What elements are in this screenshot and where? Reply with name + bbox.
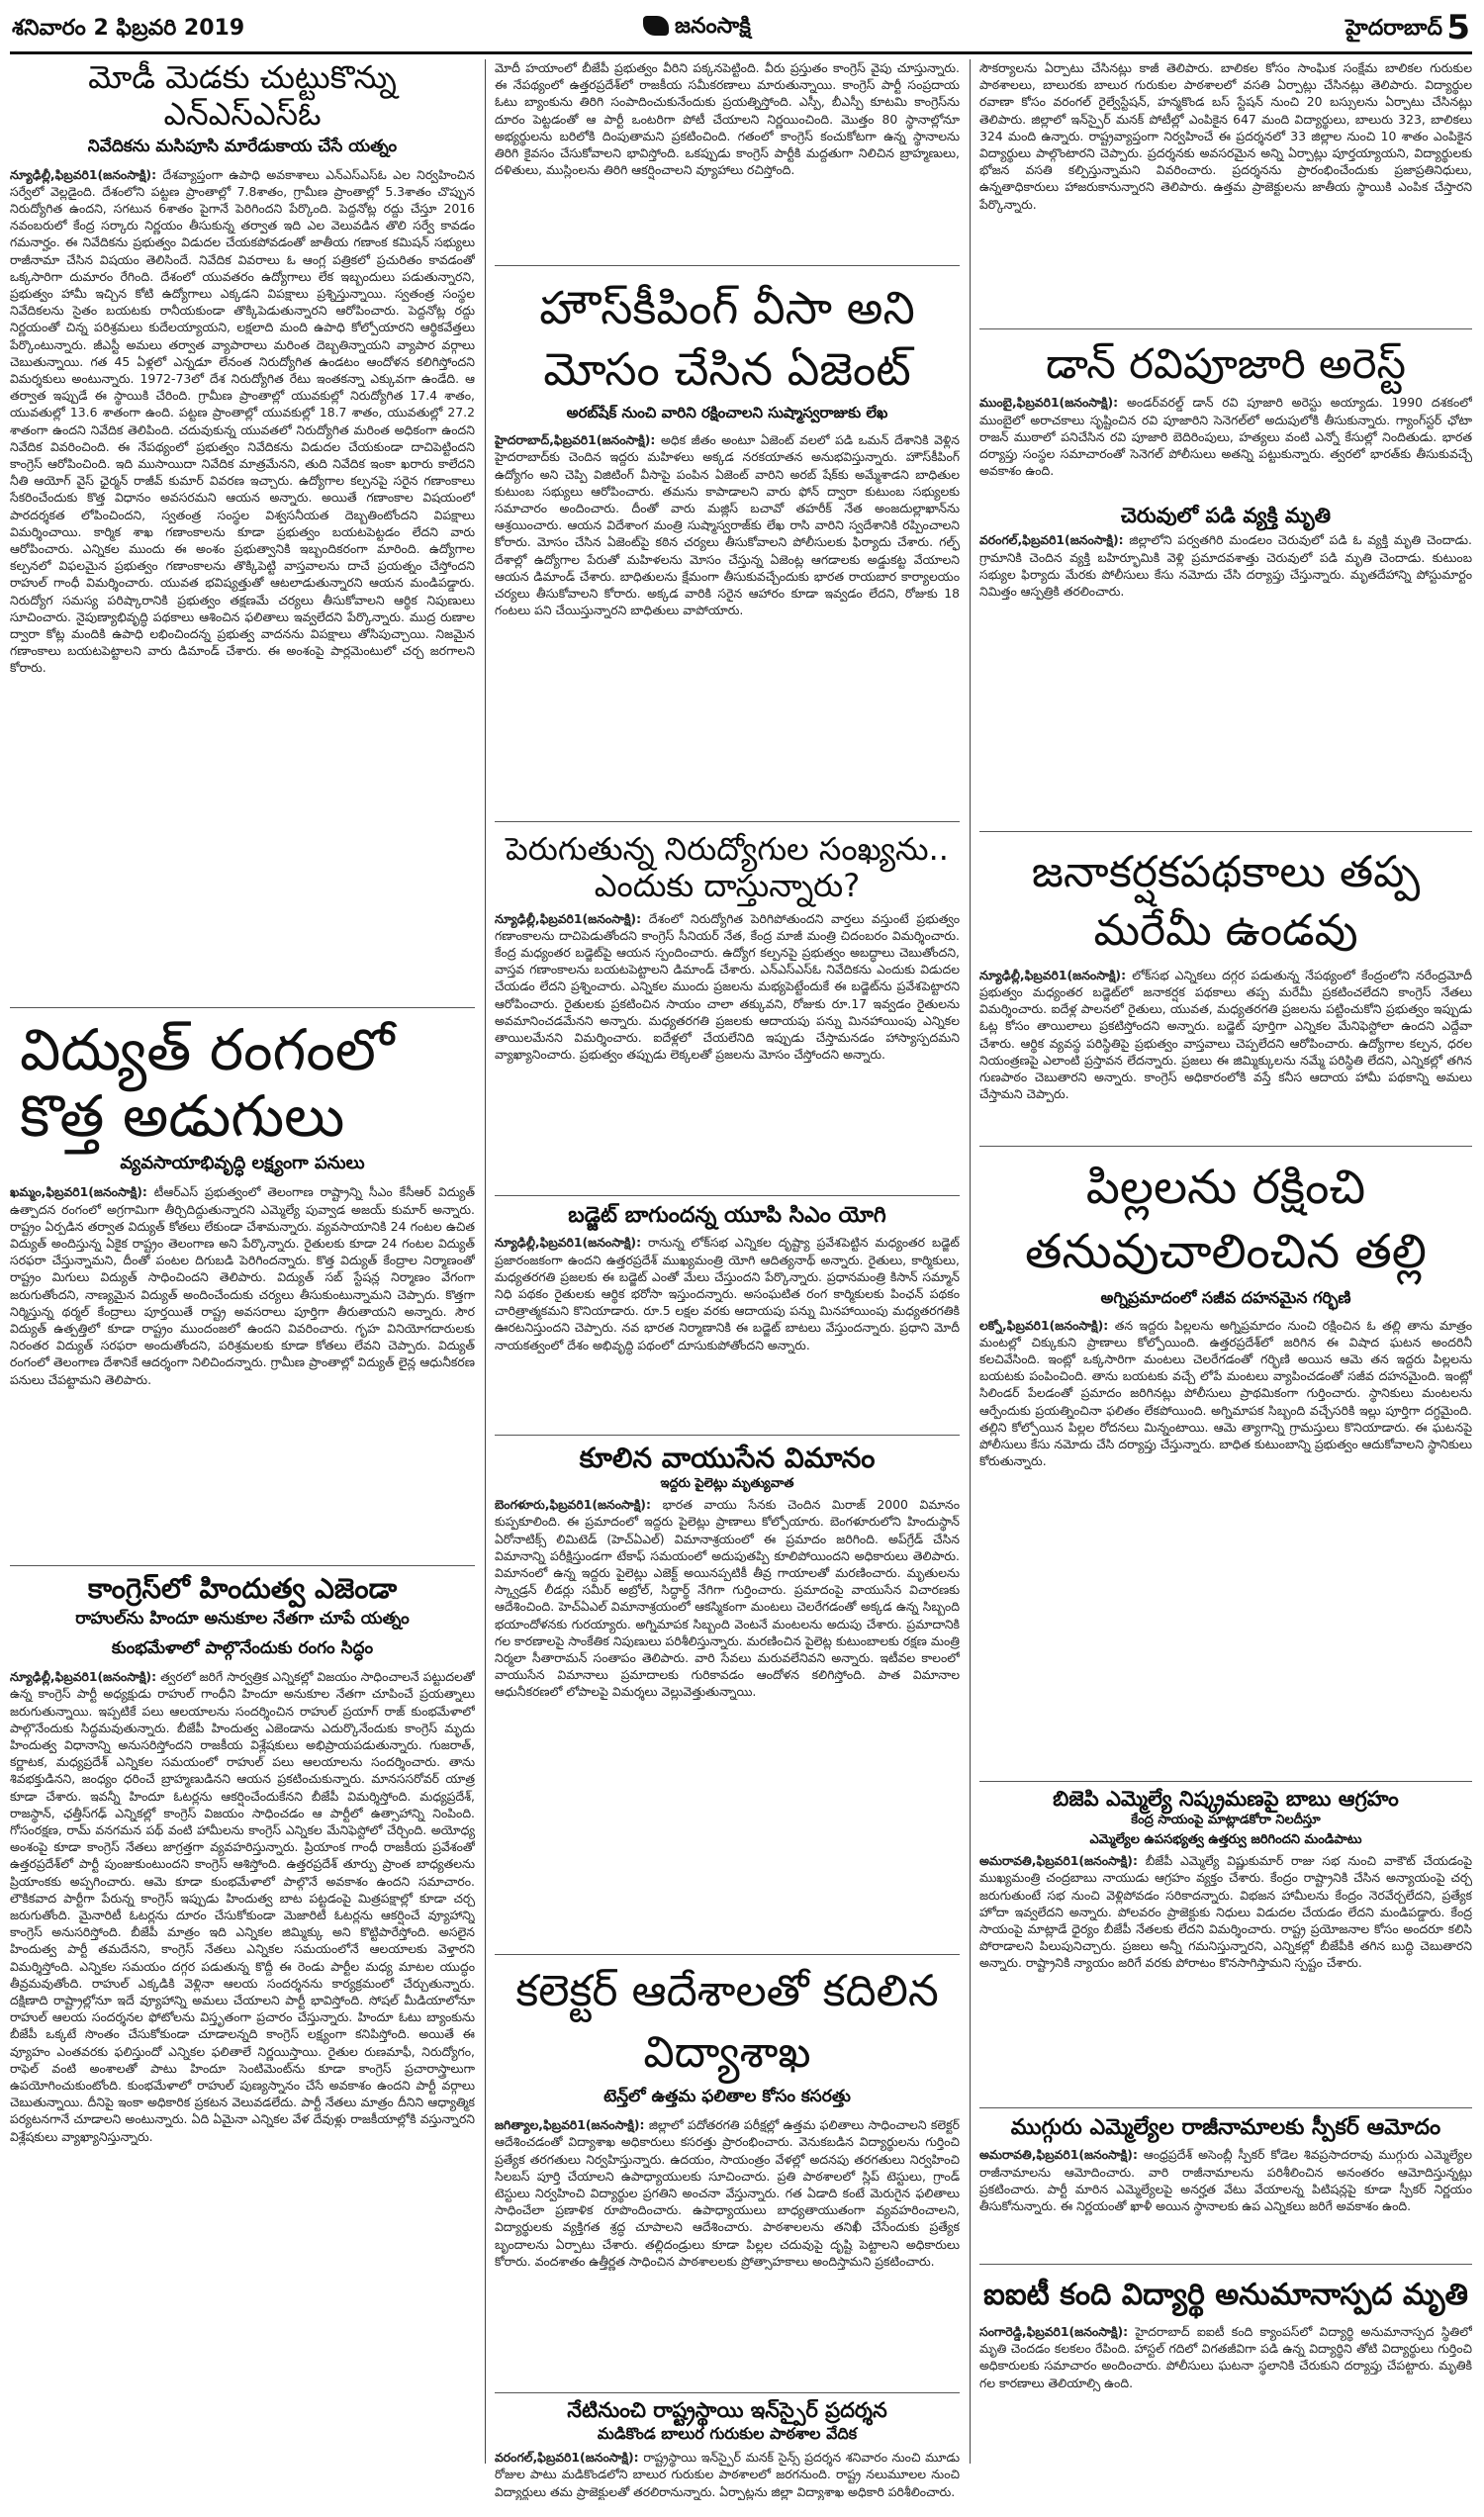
article-body: జగిత్యాల,ఫిబ్రవరి1(జనంసాక్షి): జిల్లాలో పదోతరగతి పరీక్షల్లో ఉత్తమ ఫలితాలు సాధించాలని కలెక్టర్ ఆదేశించడంతో విద్యాశాఖ అధికారులు కసరత్తు ప్రారంభించారు. వెనుకబడిన విద్యార్థులను గుర్తించి ప్రత్యేక తరగతులు నిర్వహిస్తున్నారు. ఉదయం, సాయంత్రం వేళల్లో అదనపు తరగతులు నిర్వహించి సిలబస్ పూర్తి చేయాలని ఉపాధ్యాయులకు సూచించారు. ప్రతి పాఠశాలలో స్లిప్ టెస్టులు, గ్రాండ్ టెస్టులు నిర్వహించి విద్యార్థుల ప్రగతిని అంచనా వేస్తున్నారు. గత ఏడాది కంటే మెరుగైన ఫలితాలు సాధించేలా ప్రణాళిక రూపొందించారు. ఉపాధ్యాయులు బాధ్యతాయుతంగా వ్యవహరించాలని, విద్యార్థులకు వ్యక్తిగత శ్రద్ధ చూపాలని ఆదేశించారు. పాఠశాలలను తనిఖీ చేసేందుకు ప్రత్యేక బృందాలను ఏర్పాటు చేశారు. తల్లిదండ్రులు కూడా పిల్లల చదువుపై దృష్టి పెట్టాలని అధికారులు కోరారు. వందశాతం ఉత్తీర్ణత సాధించిన పాఠశాలలకు ప్రోత్సాహకాలు అందిస్తామని ప్రకటించారు. [495,2117,960,2269]
article-body: న్యూఢిల్లీ,ఫిబ్రవరి1(జనంసాక్షి): త్వరలో జరిగే సార్వత్రిక ఎన్నికల్లో విజయం సాధించాలనే పట్టుదలతో ఉన్న కాంగ్రెస్ పార్టీ అధ్యక్షుడు రాహుల్ గాంధీని హిందూ అనుకూల నేతగా చూపించే ప్రయత్నాలు జరుగుతున్నాయి. ఇప్పటికే పలు ఆలయాలను సందర్శించిన రాహుల్ ప్రయాగ్ రాజ్ కుంభమేళాలో పాల్గొనేందుకు సిద్ధమవుతున్నారు. బీజేపీ హిందుత్వ ఎజెండాను ఎదుర్కొనేందుకు కాంగ్రెస్ మృదు హిందుత్వ విధానాన్ని అనుసరిస్తోందని రాజకీయ విశ్లేషకులు అభిప్రాయపడుతున్నారు. గుజరాత్, కర్ణాటక, మధ్యప్రదేశ్ ఎన్నికల సమయంలో రాహుల్ పలు ఆలయాలను సందర్శించారు. తాను శివభక్తుడినని, జంధ్యం ధరించే బ్రాహ్మణుడినని ఆయన ప్రకటించుకున్నారు. మానససరోవర్ యాత్ర కూడా చేశారు. ఇవన్నీ హిందూ ఓటర్లను ఆకర్షించేందుకేనని బీజేపీ విమర్శిస్తోంది. మధ్యప్రదేశ్, రాజస్థాన్, ఛత్తీస్‌గఢ్ ఎన్నికల్లో కాంగ్రెస్ విజయం సాధించడం ఆ పార్టీలో ఉత్సాహాన్ని నింపింది. గోసంరక్షణ, రామ్ వనగమన పథ్ వంటి హామీలను కాంగ్రెస్ ఎన్నికల మేనిఫెస్టోలో చేర్చింది. అయోధ్య అంశంపై కూడా కాంగ్రెస్ నేతలు జాగ్రత్తగా వ్యవహరిస్తున్నారు. ప్రియాంక గాంధీ రాజకీయ ప్రవేశంతో ఉత్తరప్రదేశ్‌లో పార్టీ పుంజుకుంటుందని కాంగ్రెస్ ఆశిస్తోంది. ఉత్తరప్రదేశ్ తూర్పు ప్రాంత బాధ్యతలను ప్రియాంకకు అప్పగించారు. ఆమె కూడా కుంభమేళాలో పాల్గొనే అవకాశం ఉందని సమాచారం. లౌకికవాద పార్టీగా పేరున్న కాంగ్రెస్ ఇప్పుడు హిందుత్వ బాట పట్టడంపై మిత్రపక్షాల్లో కూడా చర్చ జరుగుతోంది. మైనారిటీ ఓటర్లను దూరం చేసుకోకుండా మెజారిటీ ఓటర్లను ఆకర్షించే వ్యూహాన్ని కాంగ్రెస్ అనుసరిస్తోంది. బీజేపీ మాత్రం ఇది ఎన్నికల జిమ్మిక్కు అని కొట్టిపారేస్తోంది. అసలైన హిందుత్వ పార్టీ తమదేనని, కాంగ్రెస్ నేతలు ఎన్నికల సమయంలోనే ఆలయాలకు వెళ్తారని విమర్శిస్తోంది. ఎన్నికల సమయం దగ్గర పడుతున్న కొద్దీ ఈ రెండు పార్టీల మధ్య మాటల యుద్ధం తీవ్రమవుతోంది. రాహుల్ ఎక్కడికి వెళ్లినా ఆలయ సందర్శనను కార్యక్రమంలో చేర్చుతున్నారు. దక్షిణాది రాష్ట్రాల్లోనూ ఇదే వ్యూహాన్ని అమలు చేయాలని పార్టీ భావిస్తోంది. సోషల్ మీడియాలోనూ రాహుల్ ఆలయ సందర్శనల ఫోటోలను విస్తృతంగా ప్రచారం చేస్తున్నారు. హిందూ ఓటు బ్యాంకును బీజేపీ ఒక్కటే సొంతం చేసుకోకుండా చూడాలన్నది కాంగ్రెస్ లక్ష్యంగా కనిపిస్తోంది. అయితే ఈ వ్యూహం ఎంతవరకు ఫలిస్తుందో ఎన్నికల ఫలితాలే నిర్ణయిస్తాయి. రైతుల రుణమాఫీ, నిరుద్యోగం, రాఫెల్ వంటి అంశాలతో పాటు హిందూ సెంటిమెంట్‌ను కూడా కాంగ్రెస్ ప్రచారాస్త్రాలుగా ఉపయోగించుకుంటోంది. కుంభమేళాలో రాహుల్ పుణ్యస్నానం చేసే అవకాశం ఉందని పార్టీ వర్గాలు చెబుతున్నాయి. దీనిపై ఇంకా అధికారిక ప్రకటన వెలువడలేదు. పార్టీ నేతలు మాత్రం దీనిని ఆధ్యాత్మిక పర్యటనగానే చూడాలని అంటున్నారు. ఏది ఏమైనా ఎన్నికల వేళ దేవుళ్లు రాజకీయాల్లోకి వస్తున్నారని విశ్లేషకులు వ్యాఖ్యానిస్తున్నారు. [10,1669,475,2144]
article-subhead: నివేదికను మసిపూసి మారేడుకాయ చేసే యత్నం [87,136,398,156]
article-body: వరంగల్,ఫిబ్రవరి1(జనంసాక్షి): రాష్ట్రస్థాయి ఇన్‌స్పైర్ మనక్ సైన్స్ ప్రదర్శన శనివారం నుంచి మూడు రోజుల పాటు మడికొండలోని బాలుర గురుకుల పాఠశాలలో జరగనుంది. రాష్ట్ర నలుమూలల నుంచి విద్యార్థులు తమ ప్రాజెక్టులతో తరలిరానున్నారు. ఏర్పాట్లను జిల్లా విద్యాశాఖ అధికారి పరిశీలించారు. [495,2450,960,2499]
page-number: 5 [1446,8,1470,47]
article-power-sector [10,1017,475,1561]
article-subhead: అగ్నిప్రమాదంలో సజీవ దహనమైన గర్భిణి [1100,1287,1351,1307]
newspaper-logo [643,14,751,44]
article-yogi-budget [495,1203,960,1429]
article-iit-student [979,2272,1472,2517]
article-subhead: ఎమ్మెల్యేల ఉపసభ్యత్వ ఉత్తర్వు జరిగిందని మండిపాటు [1089,1832,1362,1848]
divider [495,1954,960,1955]
article-body: ఖమ్మం,ఫిబ్రవరి1(జనంసాక్షి): టీఆర్ఎస్ ప్రభుత్వంలో తెలంగాణ రాష్ట్రాన్ని సీఎం కేసీఆర్ విద్యుత్ ఉత్పాదన రంగంలో అగ్రగామిగా తీర్చిదిద్దుతున్నారని ఎమ్మెల్యే పువ్వాడ అజయ్ కుమార్ అన్నారు. రాష్ట్రం ఏర్పడిన తర్వాత విద్యుత్ కోతలు లేకుండా చేశామన్నారు. వ్యవసాయానికి 24 గంటల ఉచిత విద్యుత్ అందిస్తున్న ఏకైక రాష్ట్రం తెలంగాణ అని పేర్కొన్నారు. రైతులకు కూడా 24 గంటల విద్యుత్ సరఫరా చేస్తున్నామని, దీంతో పంటల దిగుబడి పెరిగిందన్నారు. కొత్త విద్యుత్ కేంద్రాల నిర్మాణంతో రాష్ట్రం మిగులు విద్యుత్ సాధించిందని తెలిపారు. విద్యుత్ సబ్ స్టేషన్ల నిర్మాణం వేగంగా జరుగుతోందని, నాణ్యమైన విద్యుత్ అందించేందుకు చర్యలు తీసుకుంటున్నామని చెప్పారు. కొత్తగా నిర్మిస్తున్న థర్మల్ కేంద్రాలు పూర్తయితే రాష్ట్ర అవసరాలు పూర్తిగా తీరుతాయని అన్నారు. సౌర విద్యుత్ ఉత్పత్తిలో కూడా రాష్ట్రం ముందంజలో ఉందని వివరించారు. గృహ వినియోగదారులకు నిరంతర విద్యుత్ సరఫరా అందుతోందని, పరిశ్రమలకు కూడా కోతలు లేవని చెప్పారు. విద్యుత్ రంగంలో తెలంగాణ దేశానికే ఆదర్శంగా నిలిచిందన్నారు. గ్రామీణ ప్రాంతాల్లో విద్యుత్ లైన్ల ఆధునీకరణ పనులు చేపట్టామని తెలిపారు. [10,1184,475,1387]
article-continued [495,59,960,257]
divider [10,1565,475,1566]
article-collector-education [495,1961,960,2396]
divider [495,265,960,266]
article-subhead: ఇద్దరు పైలెట్లు మృత్యువాత [660,1476,794,1492]
article-headline: బిజెపి ఎమ్మెల్యే నిష్క్రమణపై బాబు ఆగ్రహం [1053,1787,1399,1811]
article-subhead: రాహుల్‌ను హిందూ అనుకూల నేతగా చూపే యత్నం [75,1609,410,1630]
article-body: న్యూఢిల్లీ,ఫిబ్రవరి1(జనంసాక్షి): రానున్న లోక్‌సభ ఎన్నికల దృష్ట్యా ప్రవేశపెట్టిన మధ్యంతర బడ్జెట్ ప్రజారంజకంగా ఉందని ఉత్తరప్రదేశ్ ముఖ్యమంత్రి యోగి ఆదిత్యనాథ్ అన్నారు. రైతులు, కార్మికులు, మధ్యతరగతి ప్రజలకు ఈ బడ్జెట్ ఎంతో మేలు చేస్తుందని పేర్కొన్నారు. ప్రధానమంత్రి కిసాన్ సమ్మాన్ నిధి పథకం రైతులకు ఆర్థిక భరోసా ఇస్తుందన్నారు. అసంఘటిత రంగ కార్మికులకు పింఛన్ పథకం చారిత్రాత్మకమని కొనియాడారు. రూ.5 లక్షల వరకు ఆదాయపు పన్ను మినహాయింపు మధ్యతరగతికి ఊరటనిస్తుందని చెప్పారు. నవ భారత నిర్మాణానికి ఈ బడ్జెట్ బాటలు వేస్తుందన్నారు. ప్రధాని మోదీ నాయకత్వంలో దేశం అభివృద్ధి పథంలో దూసుకుపోతోందని అన్నారు. [495,1235,960,1352]
divider [10,1007,475,1008]
column-divider [485,59,486,2464]
article-headline: పెరుగుతున్న నిరుద్యోగుల సంఖ్యను.. [506,830,949,868]
article-body: బెంగళూరు,ఫిబ్రవరి1(జనంసాక్షి): భారత వాయు సేనకు చెందిన మిరాజ్ 2000 విమానం కుప్పకూలింది. ఈ ప్రమాదంలో ఇద్దరు పైలెట్లు ప్రాణాలు కోల్పోయారు. బెంగళూరులోని హిందుస్థాన్ ఏరోనాటిక్స్ లిమిటెడ్ (హెచ్ఏఎల్) విమానాశ్రయంలో ఈ ప్రమాదం జరిగింది. అప్‌గ్రేడ్ చేసిన విమానాన్ని పరీక్షిస్తుండగా టేకాఫ్ సమయంలో అదుపుతప్పి కూలిపోయిందని అధికారులు తెలిపారు. విమానంలో ఉన్న ఇద్దరు పైలెట్లు ఎజెక్ట్ అయినప్పటికీ తీవ్ర గాయాలతో మరణించారు. మృతులను స్క్వాడ్రన్ లీడర్లు సమీర్ అబ్రోల్, సిద్ధార్థ్ నేగిగా గుర్తించారు. ప్రమాదంపై వాయుసేన విచారణకు ఆదేశించింది. హెచ్ఏఎల్ విమానాశ్రయంలో ఆకస్మికంగా మంటలు చెలరేగడంతో అక్కడ ఉన్న సిబ్బంది భయాందోళనకు గురయ్యారు. అగ్నిమాపక సిబ్బంది వెంటనే మంటలను అదుపు చేశారు. ప్రమాదానికి గల కారణాలపై సాంకేతిక నిపుణులు పరిశీలిస్తున్నారు. మరణించిన పైలెట్ల కుటుంబాలకు రక్షణ మంత్రి నిర్మలా సీతారామన్ సంతాపం తెలిపారు. వారి సేవలు మరువలేనివని అన్నారు. ఇటీవల కాలంలో వాయుసేన విమానాలు ప్రమాదాలకు గురికావడం ఆందోళన కలిగిస్తోంది. పాత విమానాల ఆధునీకరణలో లోపాలపై విమర్శలు వెల్లువెత్తుతున్నాయి. [495,1497,960,1700]
article-body: మోదీ హయాంలో బీజేపీ ప్రభుత్వం వీరిని పక్కనపెట్టింది. వీరు ప్రస్తుతం కాంగ్రెస్ వైపు చూస్తున్నారు. ఈ నేపథ్యంలో ఉత్తరప్రదేశ్‌లో రాజకీయ సమీకరణాలు మారుతున్నాయి. కాంగ్రెస్ పార్టీ సంప్రదాయ ఓటు బ్యాంకును తిరిగి సంపాదించుకునేందుకు ప్రయత్నిస్తోంది. ఎస్పీ, బీఎస్పీ కూటమి కాంగ్రెస్‌ను దూరం పెట్టడంతో ఆ పార్టీ ఒంటరిగా పోటీ చేయాలని నిర్ణయించింది. మొత్తం 80 స్థానాల్లోనూ అభ్యర్థులను బరిలోకి దింపుతామని ప్రకటించింది. గతంలో కాంగ్రెస్ కంచుకోటగా ఉన్న స్థానాలను తిరిగి కైవసం చేసుకోవాలని భావిస్తోంది. ఒకప్పుడు కాంగ్రెస్ పార్టీకి మద్దతుగా నిలిచిన బ్రాహ్మణులు, దళితులు, ముస్లింలను తిరిగి ఆకర్షించాలని వ్యూహాలు రచిస్తోంది. [495,60,960,178]
article-headline: హౌస్‌కీపింగ్ వీసా అని మోసం చేసిన ఏజెంట్ [539,281,915,397]
article-subhead: అరబ్‌షేక్ నుంచి వారిని రక్షించాలని సుష్మాస్వరాజుకు లేఖ [566,404,888,422]
article-subhead: టెన్త్‌లో ఉత్తమ ఫలితాల కోసం కసరత్తు [603,2087,851,2107]
article-populist-schemes [979,843,1472,1140]
article-subhead: మడికొండ బాలుర గురుకుల పాఠశాల వేదిక [597,2424,858,2444]
article-headline: కాంగ్రెస్‌లో హిందుత్వ ఎజెండా [87,1572,398,1605]
article-headline: ఐఐటీ కంది విద్యార్థి అనుమానాస్పద మృతి [983,2278,1468,2312]
divider [979,831,1472,832]
logo-icon [643,16,669,36]
article-headline: కూలిన వాయుసేన విమానం [579,1442,876,1474]
article-headline: పిల్లలను రక్షించి తనువుచాలించిన తల్లి [1025,1160,1427,1279]
article-mother-saves-children [979,1156,1472,1809]
article-continued [979,59,1472,325]
article-headline: విద్యుత్ రంగంలో కొత్త అడుగులు [20,1016,395,1150]
article-nsso [10,59,475,999]
newspaper-page [10,8,1472,2499]
masthead [10,8,1472,54]
divider [979,2107,1472,2108]
article-body: లక్నో,ఫిబ్రవరి1(జనంసాక్షి): తన ఇద్దరు పిల్లలను అగ్నిప్రమాదం నుంచి రక్షించిన ఓ తల్లి తాను మాత్రం మంటల్లో చిక్కుకుని ప్రాణాలు కోల్పోయింది. ఉత్తరప్రదేశ్‌లో జరిగిన ఈ విషాద ఘటన అందరినీ కలచివేసింది. ఇంట్లో ఒక్కసారిగా మంటలు చెలరేగడంతో గర్భిణి అయిన ఆమె తన ఇద్దరు పిల్లలను బయటకు పంపించింది. తాను బయటకు వచ్చే లోపే మంటలు వ్యాపించడంతో సజీవ దహనమైంది. ఇంట్లో సిలిండర్ పేలడంతో ప్రమాదం జరిగినట్లు పోలీసులు ప్రాథమికంగా గుర్తించారు. స్థానికులు మంటలను ఆర్పేందుకు ప్రయత్నించినా ఫలితం లేకపోయింది. అగ్నిమాపక సిబ్బంది వచ్చేసరికి ఇల్లు పూర్తిగా దగ్ధమైంది. తల్లిని కోల్పోయిన పిల్లల రోదనలు మిన్నంటాయి. ఆమె త్యాగాన్ని గ్రామస్తులు కొనియాడారు. ఈ ఘటనపై పోలీసులు కేసు నమోదు చేసి దర్యాప్తు చేస్తున్నారు. బాధిత కుటుంబాన్ని ప్రభుత్వం ఆదుకోవాలని స్థానికులు కోరుతున్నారు. [979,1317,1472,1469]
article-headline-line-2: ఎందుకు దాస్తున్నారు? [594,866,861,904]
article-body: అమరావతి,ఫిబ్రవరి1(జనంసాక్షి): బీజేపీ ఎమ్మెల్యే విష్ణుకుమార్ రాజు సభ నుంచి వాకౌట్ చేయడంపై ముఖ్యమంత్రి చంద్రబాబు నాయుడు ఆగ్రహం వ్యక్తం చేశారు. కేంద్రం రాష్ట్రానికి చేసిన అన్యాయంపై చర్చ జరుగుతుంటే సభ నుంచి వెళ్లిపోవడం సరికాదన్నారు. విభజన హామీలను కేంద్రం నెరవేర్చలేదని, ప్రత్యేక హోదా ఇవ్వలేదని అన్నారు. పోలవరం ప్రాజెక్టుకు నిధులు విడుదల చేయడం లేదని మండిపడ్డారు. కేంద్ర సాయంపై మాట్లాడే ధైర్యం బీజేపీ నేతలకు లేదని విమర్శించారు. రాష్ట్ర ప్రయోజనాల కోసం అందరూ కలిసి పోరాడాలని పిలుపునిచ్చారు. ప్రజలు అన్నీ గమనిస్తున్నారని, ఎన్నికల్లో బీజేపీకి తగిన బుద్ధి చెబుతారని అన్నారు. రాష్ట్రానికి న్యాయం జరిగే వరకు పోరాటం కొనసాగిస్తామని స్పష్టం చేశారు. [979,1853,1472,1971]
article-subhead: వ్యవసాయాభివృద్ధి లక్ష్యంగా పనులు [120,1153,365,1174]
article-babu-anger [979,1787,1472,2098]
article-body: సంగారెడ్డి,ఫిబ్రవరి1(జనంసాక్షి): హైదరాబాద్ ఐఐటీ కంది క్యాంపస్‌లో విద్యార్థి అనుమానాస్పద స్థితిలో మృతి చెందడం కలకలం రేపింది. హాస్టల్ గదిలో విగతజీవిగా పడి ఉన్న విద్యార్థిని తోటి విద్యార్థులు గుర్తించి అధికారులకు సమాచారం అందించారు. పోలీసులు ఘటనా స్థలానికి చేరుకుని దర్యాప్తు చేపట్టారు. మృతికి గల కారణాలు తెలియాల్సి ఉంది. [979,2324,1472,2390]
article-headline: బడ్జెట్ బాగుందన్న యూపి సిఎం యోగి [568,1203,886,1228]
article-body: సౌకర్యాలను ఏర్పాటు చేసినట్లు కాజీ తెలిపారు. బాలికల కోసం సాంఘిక సంక్షేమ బాలికల గురుకుల పాఠశాలలు, బాలురకు బాలుర గురుకుల పాఠశాలలో వసతి ఏర్పాట్లు చేసినట్లు తెలిపారు. విద్యార్థుల రవాణా కోసం వరంగల్ రైల్వేస్టేషన్, హన్మకొండ బస్ స్టేషన్ నుంచి 20 బస్సులను ఏర్పాటు చేసినట్లు తెలిపారు. జిల్లాలో ఇన్‌స్పైర్ మనక్ పోటీల్లో ఎంపికైన 647 మంది విద్యార్థులు, బాలురు 323, బాలికలు 324 మంది ఉన్నారు. రాష్ట్రవ్యాప్తంగా నిర్వహించే ఈ ప్రదర్శనలో 33 జిల్లాల నుంచి 10 శాతం ఎంపికైన విద్యార్థులు పాల్గొంటారని చెప్పారు. ప్రదర్శనకు అవసరమైన అన్ని ఏర్పాట్లు పూర్తయ్యాయని, విద్యార్థులకు భోజన వసతి కల్పిస్తున్నామని వివరించారు. ప్రదర్శనను ప్రారంభించేందుకు ప్రజాప్రతినిధులు, ఉన్నతాధికారులు హాజరుకానున్నారని తెలిపారు. ఉత్తమ ప్రాజెక్టులను జాతీయ స్థాయికి ఎంపిక చేస్తారని పేర్కొన్నారు. [979,60,1472,212]
article-body: న్యూఢిల్లీ,ఫిబ్రవరి1(జనంసాక్షి): దేశవ్యాప్తంగా ఉపాధి అవకాశాలు ఎన్ఎస్ఎస్ఓ ఎల నిర్వహించిన సర్వేలో వెల్లడైంది. దేశంలోని పట్టణ ప్రాంతాల్లో 7.8శాతం, గ్రామీణ ప్రాంతాల్లో 5.3శాతం చొప్పున నిరుద్యోగిత ఉందని, సగటున 6శాతం పైగానే పెరిగిందని పేర్కొంది. పెద్దనోట్ల రద్దు చేస్తూ 2016 నవంబరులో కేంద్ర సర్కారు నిర్ణయం తీసుకున్న తర్వాత ఇది ఎల వెలువడిన తొలి సర్వే కావడం గమనార్హం. ఈ నివేదికను ప్రభుత్వం విడుదల చేయకపోవడంతో జాతీయ గణాంక కమిషన్ సభ్యులు రాజీనామా చేసిన విషయం తెలిసిందే. నివేదిక వివరాలు ఓ ఆంగ్ల పత్రికలో ప్రచురితం కావడంతో ఒక్కసారిగా దుమారం రేగింది. దేశంలో యువతరం ఉద్యోగాలు లేక ఇబ్బందులు పడుతున్నారని, ప్రభుత్వం హామీ ఇచ్చిన కోటి ఉద్యోగాలు ఎక్కడని విపక్షాలు ప్రశ్నిస్తున్నాయి. స్వతంత్ర సంస్థల నివేదికలను సైతం బయటకు రానీయకుండా తొక్కిపెడుతున్నారని ఆరోపించారు. పెద్దనోట్ల రద్దు నిర్ణయంతో చిన్న పరిశ్రమలు కుదేలయ్యాయని, లక్షలాది మంది ఉపాధి కోల్పోయారని ఆర్థికవేత్తలు పేర్కొంటున్నారు. జీఎస్టీ అమలు తర్వాత వ్యాపారాలు మరింత దెబ్బతిన్నాయని వ్యాపార వర్గాలు చెబుతున్నాయి. గత 45 ఏళ్లలో ఎన్నడూ లేనంత నిరుద్యోగిత ఉండటం ఆందోళన కలిగిస్తోందని విమర్శకులు అంటున్నారు. 1972-73లో దేశ నిరుద్యోగిత రేటు ఇంతకన్నా ఎక్కువగా ఉండేది. ఆ తర్వాత ఇప్పుడే ఈ స్థాయికి చేరింది. గ్రామీణ ప్రాంతాల్లో యువకుల్లో నిరుద్యోగిత 17.4 శాతం, యువతుల్లో 13.6 శాతంగా ఉంది. పట్టణ ప్రాంతాల్లో యువకుల్లో 18.7 శాతం, యువతుల్లో 27.2 శాతంగా ఉందని నివేదిక తెలిపింది. చదువుకున్న యువతలో నిరుద్యోగిత మరింత అధికంగా ఉందని నివేదిక వివరించింది. ఈ నేపథ్యంలో ప్రభుత్వం నివేదికను విడుదల చేయకుండా దాచిపెట్టిందని కాంగ్రెస్ ఆరోపించింది. ఇది ముసాయిదా నివేదిక మాత్రమేనని, తుది నివేదిక ఇంకా ఖరారు కాలేదని నీతి ఆయోగ్ వైస్ ఛైర్మన్ రాజీవ్ కుమార్ వివరణ ఇచ్చారు. ఉద్యోగాల కల్పనపై సరైన గణాంకాలు సేకరించేందుకు కొత్త విధానం అవసరమని ఆయన అన్నారు. అయితే గణాంకాల విషయంలో పారదర్శకత లోపించిందని, స్వతంత్ర సంస్థల విశ్వసనీయత దెబ్బతింటోందని విపక్షాలు విమర్శించాయి. కార్మిక శాఖ గణాంకాలను కూడా ప్రభుత్వం బయటపెట్టడం లేదని వారు ఆరోపించారు. ఎన్నికల ముందు ఈ అంశం ప్రభుత్వానికి ఇబ్బందికరంగా మారింది. ఉద్యోగాల కల్పనలో విఫలమైన ప్రభుత్వం గణాంకాలను తొక్కిపెట్టి వాస్తవాలను దాచే ప్రయత్నం చేస్తోందని రాహుల్ గాంధీ విమర్శించారు. యువత భవిష్యత్తుతో ఆటలాడుతున్నారని ఆయన మండిపడ్డారు. నిరుద్యోగ సమస్య పరిష్కారానికి ప్రభుత్వం తక్షణమే చర్యలు తీసుకోవాలని ఆర్థిక నిపుణులు సూచించారు. నైపుణ్యాభివృద్ధి పథకాలు ఆశించిన ఫలితాలు ఇవ్వలేదని పేర్కొన్నారు. ముద్ర రుణాల ద్వారా కోట్ల మందికి ఉపాధి లభించిందన్న ప్రభుత్వ వాదనను విపక్షాలు తోసిపుచ్చాయి. నిజమైన గణాంకాలు బయటపెట్టాలని వారు డిమాండ్ చేశారు. ఈ అంశంపై పార్లమెంటులో చర్చ జరగాలని కోరారు. [10,166,475,676]
divider [979,2264,1472,2265]
divider [979,1781,1472,1782]
divider [495,2392,960,2393]
issue-date: శనివారం 2 ఫిబ్రవరి 2019 [12,16,245,41]
article-body: హైదరాబాద్,ఫిబ్రవరి1(జనంసాక్షి): అధిక జీతం అంటూ ఏజెంట్ వలలో పడి ఒమన్ దేశానికి వెళ్లిన హైదరాబాద్‌కు చెందిన ఇద్దరు మహిళలు అక్కడ నరకయాతన అనుభవిస్తున్నారు. హౌస్‌కీపింగ్ ఉద్యోగం అని చెప్పి విజిటింగ్ వీసాపై పంపిన ఏజెంట్ వారిని అరబ్ షేక్‌కు అమ్మేశాడని బాధితుల కుటుంబ సభ్యులు ఆరోపించారు. తమను కాపాడాలని వారు ఫోన్ ద్వారా కుటుంబ సభ్యులకు సమాచారం అందించారు. దీంతో వారు మజ్లిస్ బచావో తహరీక్ నేత అంజదుల్లాఖాన్‌ను ఆశ్రయించారు. ఆయన విదేశాంగ మంత్రి సుష్మాస్వరాజ్‌కు లేఖ రాసి వారిని స్వదేశానికి రప్పించాలని కోరారు. మోసం చేసిన ఏజెంట్‌పై కఠిన చర్యలు తీసుకోవాలని పోలీసులకు ఫిర్యాదు చేశారు. గల్ఫ్ దేశాల్లో ఉద్యోగాల పేరుతో మహిళలను మోసం చేస్తున్న ఏజెంట్ల ఆగడాలకు అడ్డుకట్ట వేయాలని ఆయన డిమాండ్ చేశారు. బాధితులను క్షేమంగా తీసుకువచ్చేందుకు భారత రాయబార కార్యాలయం చర్యలు తీసుకోవాలని కోరారు. అక్కడ వారికి సరైన ఆహారం కూడా ఇవ్వడం లేదని, రోజుకు 18 గంటలు పని చేయిస్తున్నారని బాధితులు వాపోయారు. [495,432,960,618]
article-inspire-exhibition [495,2398,960,2517]
article-body: ముంబై,ఫిబ్రవరి1(జనంసాక్షి): అండర్‌వరల్డ్ డాన్ రవి పూజారి అరెస్టు అయ్యాడు. 1990 దశకంలో ముంబైలో అరాచకాలు సృష్టించిన రవి పూజారిని సెనెగల్‌లో అదుపులోకి తీసుకున్నారు. గ్యాంగ్‌స్టర్ ఛోటా రాజన్ ముఠాలో పనిచేసిన రవి పూజారి బెదిరింపులు, హత్యలు వంటి ఎన్నో కేసుల్లో నిందితుడు. భారత దర్యాప్తు సంస్థల సమాచారంతో సెనెగల్ పోలీసులు అతన్ని పట్టుకున్నారు. త్వరలో భారత్‌కు తీసుకువచ్చే అవకాశం ఉంది. [979,395,1472,479]
article-headline: నేటినుంచి రాష్ట్రస్థాయి ఇన్‌స్పైర్ ప్రదర్శన [567,2398,887,2422]
article-subhead: కేంద్ర సాయంపై మాట్లాడకోరా నిలదీస్తూ [1131,1813,1321,1828]
article-ravi-pujari [979,340,1472,637]
divider [495,821,960,822]
column-divider [970,59,971,2464]
article-headline: కలెక్టర్ ఆదేశాలతో కదిలిన విద్యాశాఖ [515,1966,939,2078]
article-headline: చెరువులో పడి వ్యక్తి మృతి [1120,504,1332,528]
article-body: వరంగల్,ఫిబ్రవరి1(జనంసాక్షి): జిల్లాలోని పర్వతగిరి మండలం చెరువులో పడి ఓ వ్యక్తి మృతి చెందాడు. గ్రామానికి చెందిన వ్యక్తి బహిర్భూమికి వెళ్లి ప్రమాదవశాత్తు చెరువులో పడి మృతి చెందాడు. కుటుంబ సభ్యుల ఫిర్యాదు మేరకు పోలీసులు కేసు నమోదు చేసి దర్యాప్తు చేస్తున్నారు. మృతదేహాన్ని పోస్టుమార్టం నిమిత్తం ఆస్పత్రికి తరలించారు. [979,532,1472,600]
article-headline: జనాకర్షకపథకాలు తప్ప మరేమీ ఉండవు [1031,847,1421,957]
article-iaf-crash [495,1443,960,1947]
edition-city: హైదరాబాద్ [1345,16,1442,41]
divider [979,1146,1472,1147]
article-unemployment [495,831,960,1187]
divider [495,1195,960,1196]
article-body: న్యూఢిల్లీ,ఫిబ్రవరి1(జనంసాక్షి): దేశంలో నిరుద్యోగిత పెరిగిపోతుందని వార్తలు వస్తుంటే ప్రభుత్వం గణాంకాలను దాచిపెడుతోందని కాంగ్రెస్ సీనియర్ నేత, కేంద్ర మాజీ మంత్రి చిదంబరం విమర్శించారు. కేంద్ర మధ్యంతర బడ్జెట్‌పై ఆయన స్పందించారు. ఉద్యోగ కల్పనపై ప్రభుత్వం అబద్ధాలు చెబుతోందని, వాస్తవ గణాంకాలను బయటపెట్టాలని డిమాండ్ చేశారు. ఎన్ఎస్ఎస్ఓ నివేదికను ఎందుకు విడుదల చేయడం లేదని ప్రశ్నించారు. ఎన్నికల ముందు ప్రజలను మభ్యపెట్టేందుకే ఈ బడ్జెట్‌ను ప్రవేశపెట్టారని ఆరోపించారు. రైతులకు ప్రకటించిన సాయం చాలా తక్కువని, రోజుకు రూ.17 ఇవ్వడం రైతులను అవమానించడమేనని అన్నారు. మధ్యతరగతి ప్రజలకు ఆదాయపు పన్ను మినహాయింపు ఎన్నికల తాయిలమేనని విమర్శించారు. ఐదేళ్లలో చేయలేనిది ఇప్పుడు చేస్తామనడం హాస్యాస్పదమని వ్యాఖ్యానించారు. ప్రభుత్వం తప్పుడు లెక్కలతో ప్రజలను మోసం చేస్తోందని అన్నారు. [495,910,960,1063]
article-subhead: కుంభమేళాలో పాల్గొనేందుకు రంగం సిద్ధం [111,1638,374,1659]
article-headline: ముగ్గురు ఎమ్మెల్యేల రాజీనామాలకు స్పీకర్ ఆమోదం [1010,2115,1441,2140]
divider [979,328,1472,329]
article-headline: మోడీ మెడకు చుట్టుకొన్ను ఎన్ఎస్ఎస్ఓ [88,58,397,133]
article-congress-hindutva [10,1573,475,2513]
article-body: న్యూఢిల్లీ,ఫిబ్రవరి1(జనంసాక్షి): లోక్‌సభ ఎన్నికలు దగ్గర పడుతున్న నేపథ్యంలో కేంద్రంలోని నరేంద్రమోదీ ప్రభుత్వం మధ్యంతర బడ్జెట్‌లో జనాకర్షక పథకాలు తప్ప మరేమీ ప్రకటించలేదని కాంగ్రెస్ నేతలు విమర్శించారు. ఐదేళ్ల పాలనలో రైతులు, యువత, మధ్యతరగతి ప్రజలను పట్టించుకోని ప్రభుత్వం ఇప్పుడు ఓట్ల కోసం తాయిలాలు ప్రకటిస్తోందని అన్నారు. బడ్జెట్ పూర్తిగా ఎన్నికల మేనిఫెస్టోలా ఉందని ఎద్దేవా చేశారు. ఆర్థిక వ్యవస్థ పరిస్థితిపై ప్రభుత్వం వాస్తవాలు చెప్పలేదని ఆరోపించారు. ఉద్యోగాల కల్పన, ధరల నియంత్రణపై ఎలాంటి ప్రస్తావన లేదన్నారు. ప్రజలు ఈ జిమ్మిక్కులను నమ్మే పరిస్థితి లేదని, ఎన్నికల్లో తగిన గుణపాఠం చెబుతారని అన్నారు. కాంగ్రెస్ అధికారంలోకి వస్తే కనీస ఆదాయ హామీ పథకాన్ని అమలు చేస్తామని చెప్పారు. [979,967,1472,1102]
article-headline: డాన్ రవిపూజారి అరెస్ట్ [1045,339,1407,388]
divider [495,1435,960,1436]
article-body: అమరావతి,ఫిబ్రవరి1(జనంసాక్షి): ఆంధ్రప్రదేశ్ అసెంబ్లీ స్పీకర్ కోడెల శివప్రసాదరావు ముగ్గురు ఎమ్మెల్యేల రాజీనామాలను ఆమోదించారు. వారి రాజీనామాలను పరిశీలించిన అనంతరం ఆమోదిస్తున్నట్లు ప్రకటించారు. పార్టీ మారిన ఎమ్మెల్యేలపై అనర్హత వేటు వేయాలన్న పిటిషన్లపై కూడా స్పీకర్ నిర్ణయం తీసుకోనున్నారు. ఈ నిర్ణయంతో ఖాళీ అయిన స్థానాలకు ఉప ఎన్నికలు జరిగే అవకాశం ఉంది. [979,2147,1472,2213]
article-housekeeping-visa [495,277,960,811]
logo-text: జనంసాక్షి [675,14,751,39]
